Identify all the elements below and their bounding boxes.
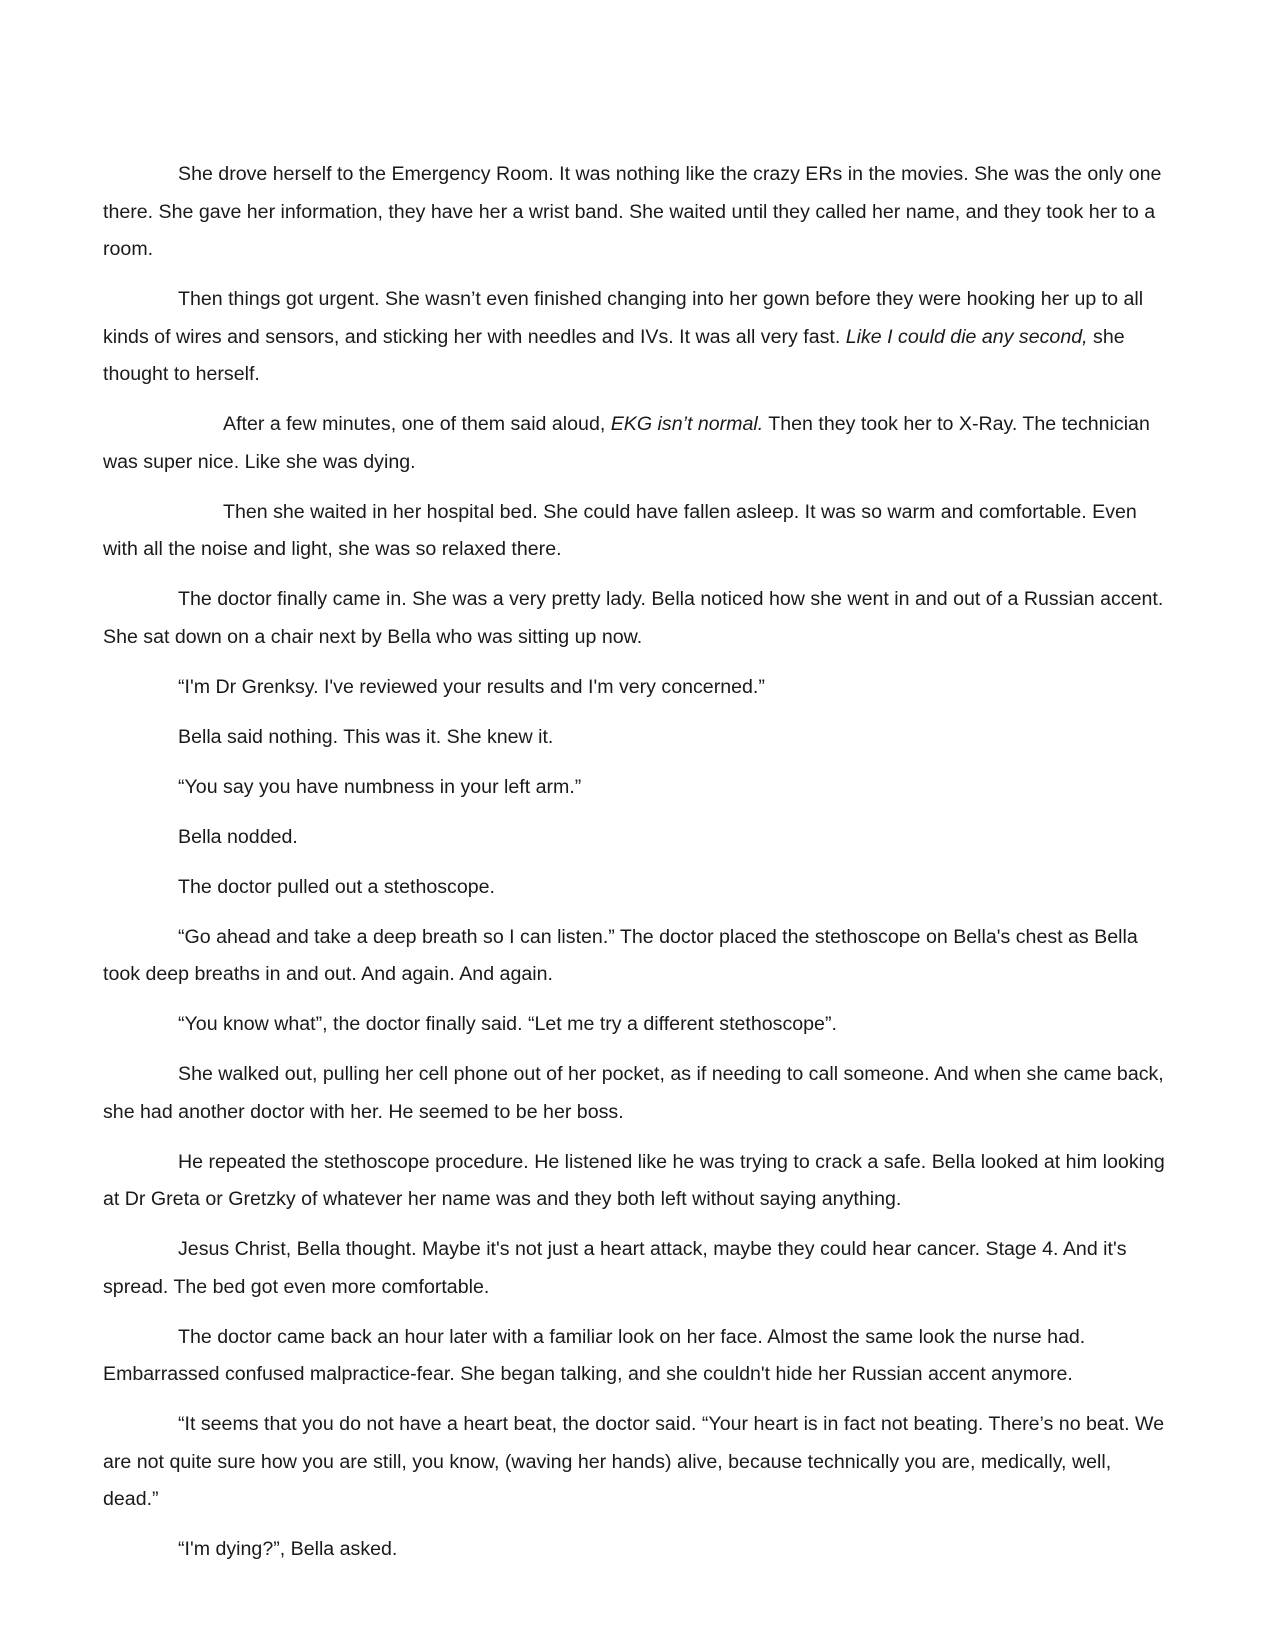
paragraph bbox=[103, 156, 1165, 269]
paragraph bbox=[103, 719, 1165, 757]
paragraph bbox=[103, 1319, 1165, 1394]
paragraph bbox=[103, 281, 1165, 394]
paragraph bbox=[103, 1406, 1165, 1519]
paragraph-text: “I'm Dr Grenksy. I've reviewed your results and I'm very concerned.” bbox=[178, 675, 765, 698]
paragraph-text: Jesus Christ, Bella thought. Maybe it's not just a heart attack, maybe they could hear cancer. Stage 4. And it's spread. The bed got even more comfortable. bbox=[103, 1238, 1127, 1298]
paragraph-text: “It seems that you do not have a heart beat, the doctor said. “Your heart is in fact not beating. There’s no beat. We are not quite sure how you are still, you know, (waving her hands) alive, because technically you are, medically, well, dead.” bbox=[103, 1413, 1165, 1510]
paragraph-text: Bella said nothing. This was it. She knew it. bbox=[178, 725, 554, 748]
paragraph bbox=[103, 919, 1165, 994]
italic-text: Like I could die any second, bbox=[845, 325, 1088, 348]
paragraph-text: “You know what”, the doctor finally said. “Let me try a different stethoscope”. bbox=[178, 1013, 837, 1035]
paragraph-text: Then things got urgent. She wasn’t even finished changing into her gown before they were hooking her up to all kinds of wires and sensors, and sticking her with needles and IVs. It was all very fast. bbox=[103, 288, 1144, 348]
italic-text: EKG isn’t normal. bbox=[610, 413, 764, 435]
paragraph bbox=[103, 581, 1165, 656]
paragraph-text: The doctor pulled out a stethoscope. bbox=[178, 875, 495, 898]
paragraph bbox=[103, 1144, 1165, 1219]
paragraph bbox=[103, 819, 1165, 857]
paragraph-text: She walked out, pulling her cell phone out of her pocket, as if needing to call someone. And when she came back, she had another doctor with her. He seemed to be her boss. bbox=[103, 1063, 1164, 1123]
paragraph bbox=[103, 1006, 1165, 1044]
paragraph bbox=[103, 669, 1165, 707]
paragraph-text: She drove herself to the Emergency Room. It was nothing like the crazy ERs in the movies. She was the only one there. She gave her information, they have her a wrist band. She waited until they called her name, and they took her to a room. bbox=[103, 163, 1162, 260]
paragraph-text: The doctor finally came in. She was a very pretty lady. Bella noticed how she went in and out of a Russian accent. She sat down on a chair next by Bella who was sitting up now. bbox=[103, 588, 1164, 648]
paragraph bbox=[103, 494, 1165, 569]
paragraph bbox=[103, 1531, 1165, 1569]
paragraph bbox=[103, 869, 1165, 907]
paragraph bbox=[103, 769, 1165, 807]
paragraph-text: “I'm dying?”, Bella asked. bbox=[178, 1538, 398, 1560]
paragraph-text: “You say you have numbness in your left arm.” bbox=[178, 775, 582, 798]
paragraph-text: He repeated the stethoscope procedure. He listened like he was trying to crack a safe. Bella looked at him looking at Dr Greta or Gretzky of whatever her name was and they both left without saying anything. bbox=[103, 1150, 1165, 1210]
paragraph-text: The doctor came back an hour later with a familiar look on her face. Almost the same look the nurse had. Embarrassed confused malpractice-fear. She began talking, and she couldn't hide her Russian accent anymore. bbox=[103, 1325, 1086, 1385]
paragraph-text: After a few minutes, one of them said aloud, bbox=[223, 413, 611, 435]
paragraph-text: “Go ahead and take a deep breath so I can listen.” The doctor placed the stethoscope on Bella's chest as Bella took deep breaths in and out. And again. And again. bbox=[103, 925, 1138, 985]
paragraph-text: Then they took her to X-Ray. The technician was super nice. Like she was dying. bbox=[103, 413, 1150, 473]
paragraph-text: she thought to herself. bbox=[103, 325, 1125, 385]
document-body bbox=[103, 156, 1165, 1581]
paragraph-text: Then she waited in her hospital bed. She could have fallen asleep. It was so warm and comfortable. Even with all the noise and light, she was so relaxed there. bbox=[103, 500, 1137, 560]
paragraph bbox=[103, 406, 1165, 481]
paragraph-text: Bella nodded. bbox=[178, 825, 298, 848]
paragraph bbox=[103, 1056, 1165, 1131]
paragraph bbox=[103, 1231, 1165, 1306]
